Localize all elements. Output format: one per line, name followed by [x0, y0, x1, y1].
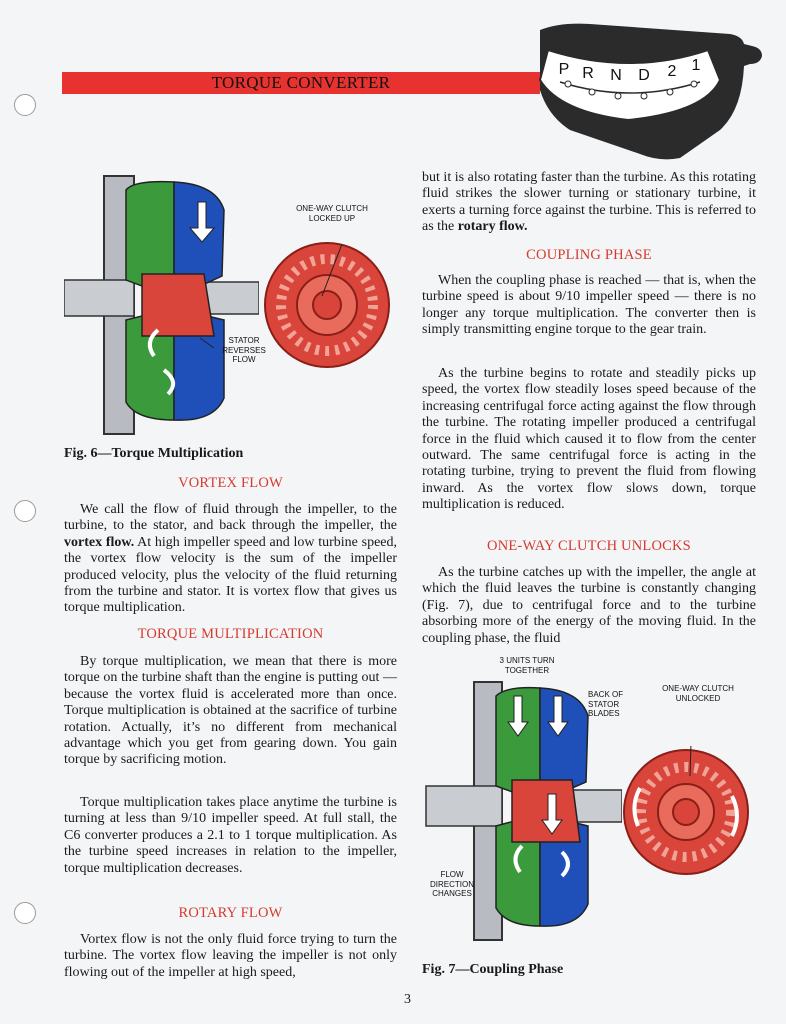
- binder-hole: [14, 94, 36, 116]
- heading-rotary-flow: ROTARY FLOW: [178, 905, 283, 921]
- page-title: TORQUE CONVERTER: [211, 73, 391, 92]
- binder-hole: [14, 902, 36, 924]
- paragraph-rotary-1: Vortex flow is not the only fluid force trying to turn the turbine. The vortex flow leaving the impeller is not only flowing out of the impeller at high speed,: [64, 932, 397, 980]
- figure7-caption: Fig. 7—Coupling Phase: [422, 962, 564, 977]
- binder-hole: [14, 500, 36, 522]
- heading-clutch-unlocks: ONE-WAY CLUTCH UNLOCKS: [487, 538, 691, 554]
- heading-vortex-flow: VORTEX FLOW: [178, 475, 283, 491]
- selector-letter: R: [582, 65, 594, 82]
- selector-letter: D: [638, 67, 650, 84]
- figure6-caption: Fig. 6—Torque Multiplication: [64, 446, 244, 461]
- paragraph-coupling-2: As the turbine begins to rotate and steadily picks up speed, the vortex flow steadily loses speed because of the increasing centrifugal force acting against the flow through the turbine. The rotating impeller produced a centrifugal force in the fluid which caused it to flow from the center outward. The same centrifugal force is acting in the rotating turbine, trying to prevent the fluid from flowing inward. As the vortex flow slows down, torque multiplication is reduced.: [422, 366, 756, 513]
- selector-letter: 2: [667, 63, 677, 80]
- selector-letter: 1: [691, 57, 701, 74]
- paragraph-coupling-1: When the coupling phase is reached — that is, when the turbine speed is about 9/10 impeller speed — there is no longer any torque multiplication. The converter then is simply transmitting engine torque to the gear train.: [422, 273, 756, 338]
- label-clutch-unlocked: ONE-WAY CLUTCH UNLOCKED: [662, 684, 734, 703]
- torque-converter-diagram: [64, 170, 259, 440]
- paragraph-clutch-1: As the turbine catches up with the impeller, the angle at which the fluid leaves the turbine is constantly changing (Fig. 7), due to centrifugal force and to the turbine absorbing more of the energy of the moving fluid. In the coupling phase, the fluid: [422, 565, 756, 646]
- clutch-wheel-icon: [620, 746, 752, 878]
- coupling-phase-diagram: [422, 676, 622, 946]
- label-flow-direction: FLOW DIRECTION CHANGES: [430, 870, 474, 898]
- label-clutch-locked: ONE-WAY CLUTCH LOCKED UP: [296, 204, 368, 223]
- selector-letter: P: [558, 61, 570, 78]
- stator-wheel-icon: [260, 238, 394, 372]
- label-stator-reverses: STATOR REVERSES FLOW: [222, 336, 266, 364]
- label-units-turn: 3 UNITS TURN TOGETHER: [499, 656, 555, 675]
- gear-selector-illustration: [530, 20, 780, 160]
- paragraph-vortex-flow: We call the flow of fluid through the impeller, to the turbine, to the stator, and back through the impeller, the vortex flow. At high impeller speed and low turbine speed, the vortex flow velocity is the sum of the impeller produced velocity, plus the velocity of the fluid returning from the turbine and stator. It is vortex flow that gives us torque multiplication.: [64, 502, 397, 616]
- page-number: 3: [404, 992, 411, 1007]
- heading-torque-multiplication: TORQUE MULTIPLICATION: [137, 626, 324, 642]
- selector-letter: N: [610, 67, 622, 84]
- paragraph-torque-2: Torque multiplication takes place anytime the turbine is turning at less than 9/10 impeller speed. At full stall, the C6 converter produces a 2.1 to 1 torque multiplication. As the turbine speed increases in relation to the impeller, torque multiplication decreases.: [64, 795, 397, 876]
- paragraph-rotary-continued: but it is also rotating faster than the turbine. As this rotating fluid strikes the slower turning or stationary turbine, it exerts a turning force against the turbine. This is referred to as the rotary flow.: [422, 170, 756, 235]
- paragraph-torque-1: By torque multiplication, we mean that there is more torque on the turbine shaft than the engine is putting out — because the vortex fluid is accelerated more than once. Torque multiplication is obtained at the sacrifice of turbine rotation. Actually, it’s no different from mechanical advantage which you get from gearing down. You gain torque by sacrificing motion.: [64, 654, 397, 768]
- label-back-of-stator: BACK OF STATOR BLADES: [588, 690, 624, 718]
- heading-coupling-phase: COUPLING PHASE: [526, 247, 652, 263]
